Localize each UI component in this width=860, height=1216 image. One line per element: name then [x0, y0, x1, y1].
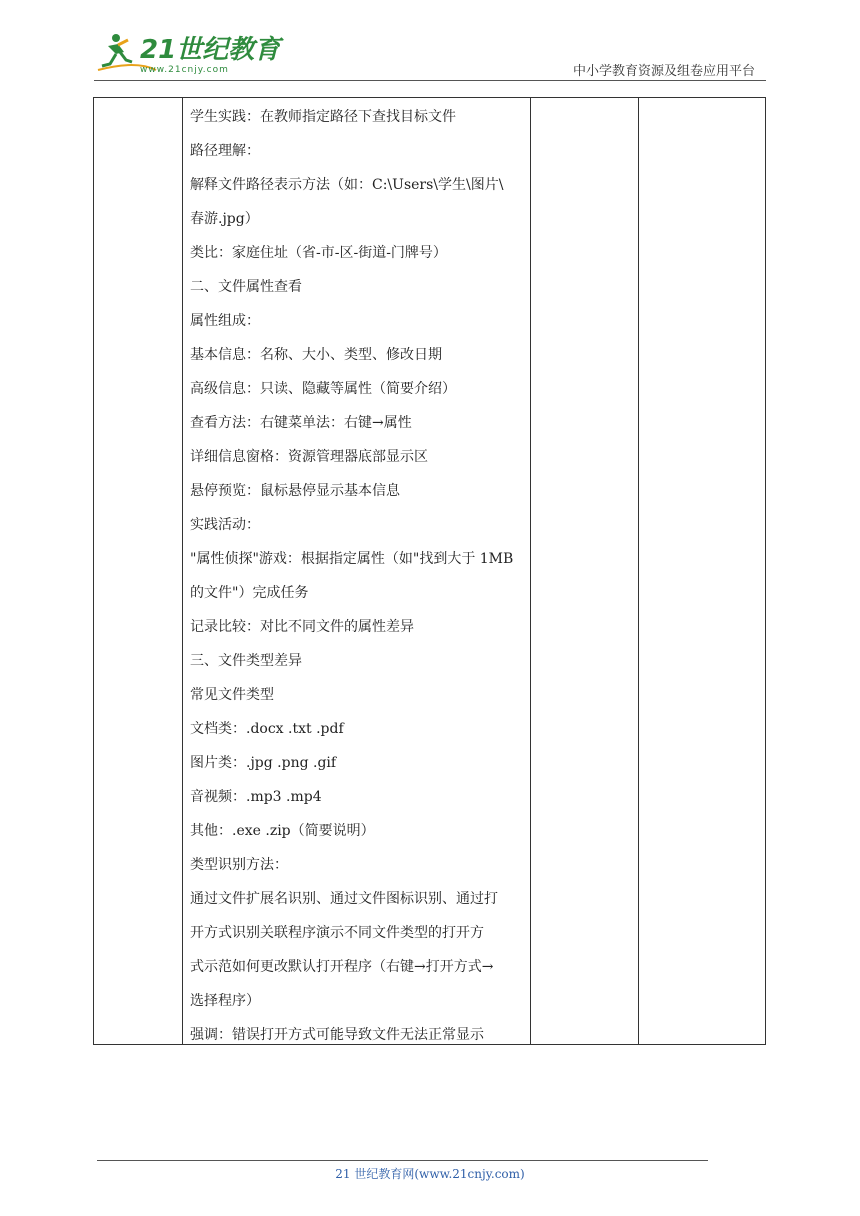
content-line: 选择程序）	[190, 993, 260, 1009]
content-line: 文档类：.docx .txt .pdf	[190, 721, 344, 737]
content-line: 常见文件类型	[190, 687, 274, 703]
content-line: 学生实践：在教师指定路径下查找目标文件	[190, 109, 456, 125]
logo-text: 21世纪教育	[140, 35, 281, 65]
content-line: 类比：家庭住址（省-市-区-街道-门牌号）	[190, 245, 447, 261]
column-divider	[530, 98, 531, 1044]
content-line: 式示范如何更改默认打开程序（右键→打开方式→	[190, 959, 494, 975]
content-line: 详细信息窗格：资源管理器底部显示区	[190, 449, 428, 465]
platform-name: 中小学教育资源及组卷应用平台	[572, 64, 755, 79]
teaching-content-cell	[190, 98, 530, 1052]
content-line: 春游.jpg）	[190, 211, 259, 227]
footer-divider	[97, 1160, 708, 1161]
lesson-table	[93, 97, 766, 1045]
content-line: 强调：错误打开方式可能导致文件无法正常显示	[190, 1027, 484, 1043]
site-logo	[96, 30, 281, 76]
content-line: 解释文件路径表示方法（如：C:\Users\学生\图片\	[190, 177, 504, 193]
content-line: 音视频：.mp3 .mp4	[190, 789, 322, 805]
content-line: 查看方法：右键菜单法：右键→属性	[190, 415, 412, 431]
content-line: 属性组成：	[190, 313, 260, 329]
content-line: 记录比较：对比不同文件的属性差异	[190, 619, 414, 635]
logo-url: www.21cnjy.com	[140, 65, 229, 75]
content-line: 路径理解：	[190, 143, 260, 159]
content-line: 的文件"）完成任务	[190, 585, 309, 601]
column-divider	[182, 98, 183, 1044]
column-divider	[638, 98, 639, 1044]
section-heading: 二、文件属性查看	[190, 279, 302, 295]
content-line: 基本信息：名称、大小、类型、修改日期	[190, 347, 442, 363]
section-heading: 三、文件类型差异	[190, 653, 302, 669]
content-line: 通过文件扩展名识别、通过文件图标识别、通过打	[190, 891, 498, 907]
footer-text: 21 世纪教育网(www.21cnjy.com)	[335, 1167, 525, 1181]
page-header	[0, 0, 860, 80]
content-line: 高级信息：只读、隐藏等属性（简要介绍）	[190, 381, 456, 397]
content-line: 类型识别方法：	[190, 857, 288, 873]
content-line: 悬停预览：鼠标悬停显示基本信息	[190, 483, 400, 499]
content-line: 图片类：.jpg .png .gif	[190, 755, 337, 771]
content-line: 开方式识别关联程序演示不同文件类型的打开方	[190, 925, 484, 941]
content-line: 其他：.exe .zip（简要说明）	[190, 823, 375, 839]
header-divider	[94, 80, 766, 81]
content-line: 实践活动：	[190, 517, 260, 533]
content-line: "属性侦探"游戏：根据指定属性（如"找到大于 1MB	[190, 551, 514, 567]
